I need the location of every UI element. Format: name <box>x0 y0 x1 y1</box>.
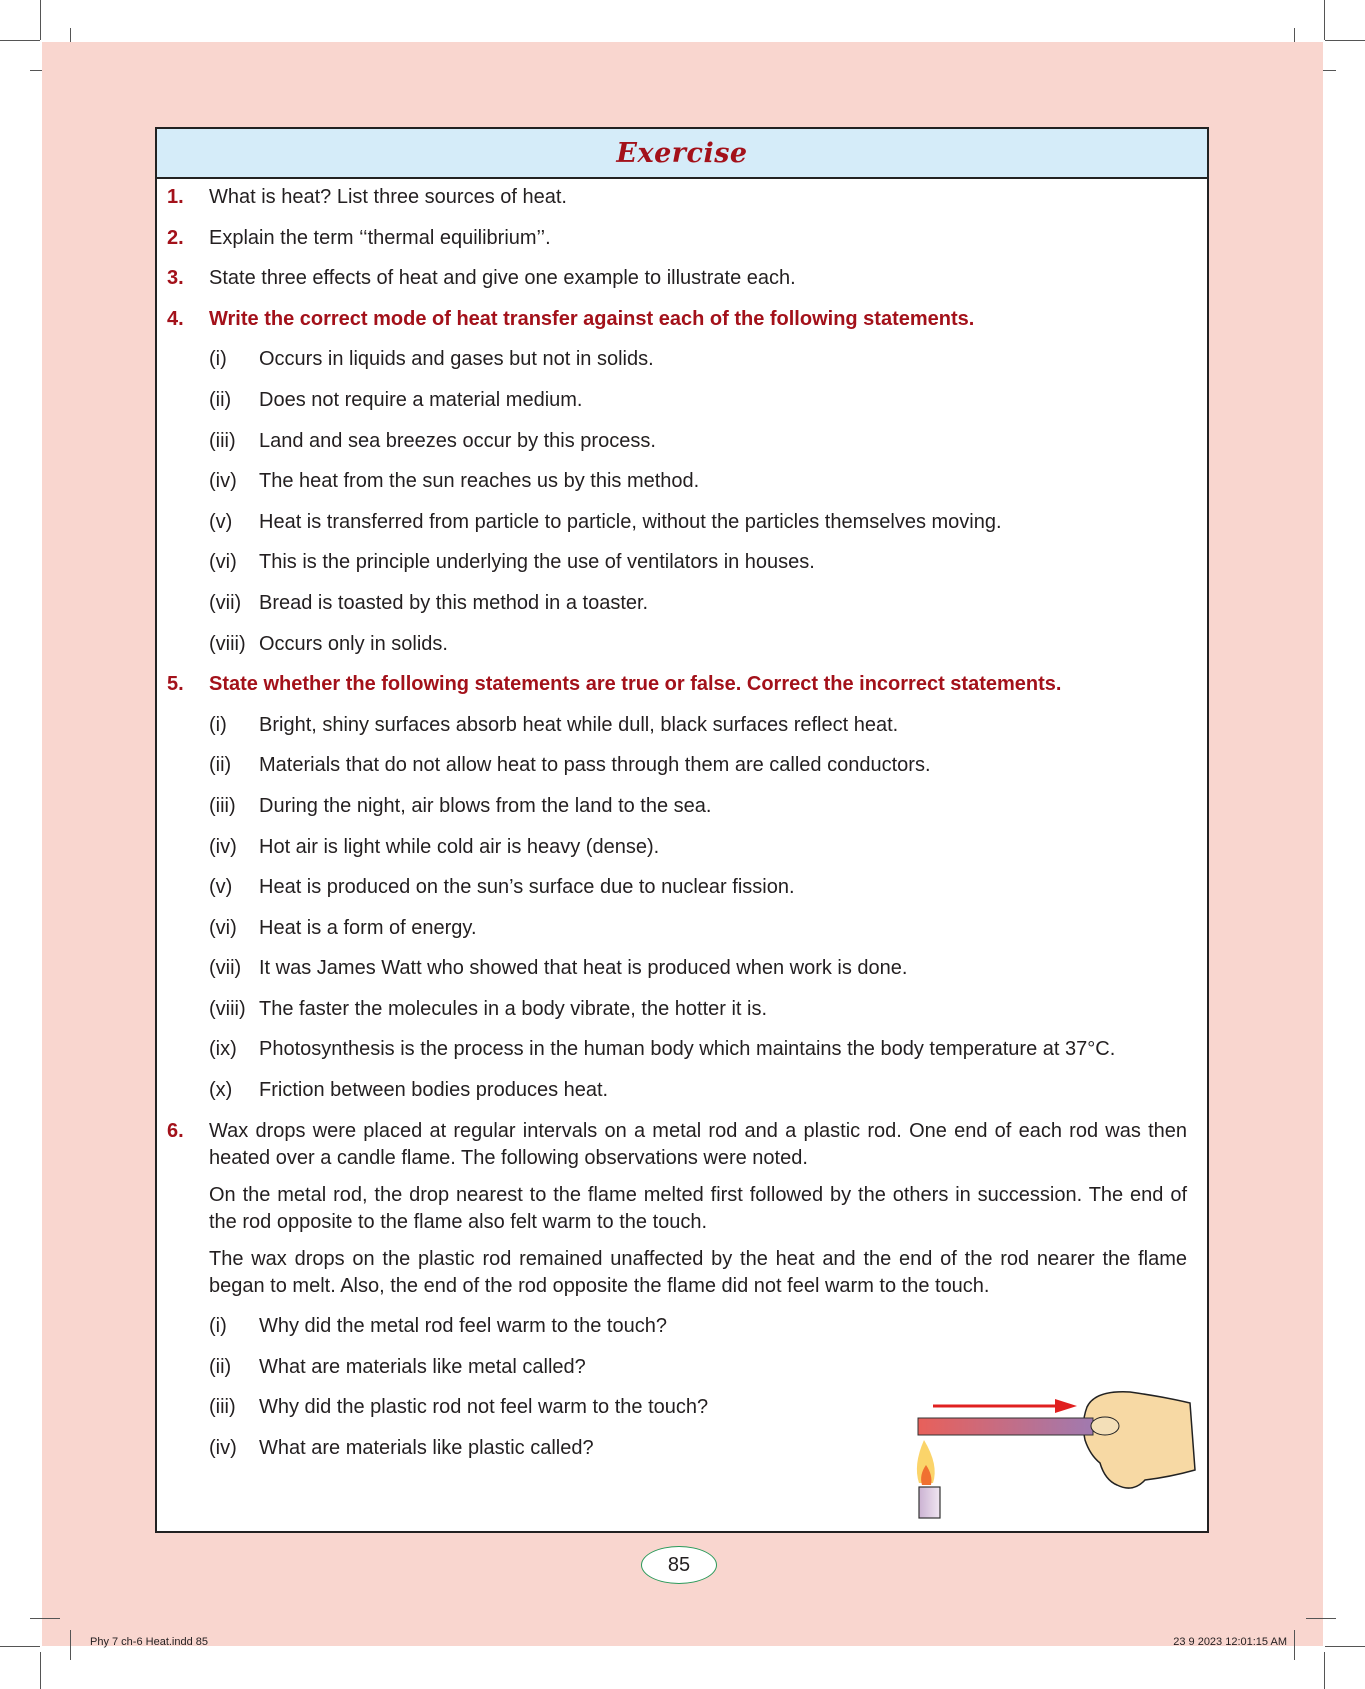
sub-question <box>157 874 1207 901</box>
sub-question-text: It was James Watt who showed that heat is produced when work is done. <box>259 957 908 980</box>
arrow-icon <box>933 1399 1077 1413</box>
sub-question-text: Photosynthesis is the process in the human body which maintains the body temperature at 37°C. <box>259 1038 1116 1061</box>
exercise-header <box>157 129 1207 179</box>
sub-question-text: The faster the molecules in a body vibrate, the hotter it is. <box>259 997 768 1020</box>
crop-mark <box>1306 1618 1336 1619</box>
exercise-title: Exercise <box>616 138 748 169</box>
sub-question-text: Why did the plastic rod not feel warm to the touch? <box>259 1396 709 1419</box>
sub-question-numeral: (ii) <box>209 388 232 411</box>
sub-question <box>157 1036 1207 1063</box>
sub-question-numeral: (i) <box>209 713 227 736</box>
sub-question-numeral: (i) <box>209 1315 227 1338</box>
question-item <box>157 265 1207 292</box>
question-paragraph: On the metal rod, the drop nearest to the flame melted first followed by the others in succession. The end of the rod opposite to the flame also felt warm to the touch. <box>209 1183 1187 1233</box>
footer-file-info: Phy 7 ch-6 Heat.indd 85 <box>90 1636 209 1648</box>
crop-mark <box>1324 0 1325 40</box>
question-number: 5. <box>167 673 184 696</box>
sub-question <box>157 1313 1207 1340</box>
question-item <box>157 1118 1207 1172</box>
sub-question-text: Land and sea breezes occur by this process. <box>259 429 656 452</box>
sub-question <box>157 834 1207 861</box>
sub-question-numeral: (x) <box>209 1079 233 1102</box>
sub-question-text: Bread is toasted by this method in a toaster. <box>259 591 649 614</box>
sub-question <box>157 712 1207 739</box>
sub-question-numeral: (i) <box>209 348 227 371</box>
sub-question-text: This is the principle underlying the use of ventilators in houses. <box>259 551 815 574</box>
crop-mark <box>40 0 41 40</box>
sub-question-numeral: (vii) <box>209 957 242 980</box>
sub-question-numeral: (viii) <box>209 632 246 655</box>
sub-question <box>157 996 1207 1023</box>
sub-question-numeral: (viii) <box>209 997 246 1020</box>
sub-question-numeral: (v) <box>209 876 233 899</box>
sub-question-text: What are materials like metal called? <box>259 1355 586 1378</box>
question-number: 6. <box>167 1119 184 1142</box>
sub-question-numeral: (iii) <box>209 794 236 817</box>
sub-question-numeral: (iv) <box>209 1437 237 1460</box>
exercise-box <box>155 127 1209 1533</box>
sub-question <box>157 752 1207 779</box>
crop-mark <box>40 1652 41 1689</box>
hand-icon <box>1083 1392 1195 1488</box>
question-text: Write the correct mode of heat transfer against each of the following statements. <box>209 307 975 330</box>
sub-question-text: During the night, air blows from the land to the sea. <box>259 794 712 817</box>
crop-mark <box>70 1630 71 1660</box>
sub-question-text: Why did the metal rod feel warm to the touch? <box>259 1315 667 1338</box>
sub-question-numeral: (v) <box>209 510 233 533</box>
sub-question-text: The heat from the sun reaches us by this method. <box>259 470 700 493</box>
sub-question <box>157 590 1207 617</box>
sub-question-numeral: (ii) <box>209 754 232 777</box>
candle-icon <box>917 1440 940 1518</box>
sub-question-text: Heat is transferred from particle to particle, without the particles themselves moving. <box>259 510 1002 533</box>
sub-question-text: Bright, shiny surfaces absorb heat while dull, black surfaces reflect heat. <box>259 713 899 736</box>
sub-question-numeral: (iv) <box>209 470 237 493</box>
sub-question <box>157 1077 1207 1104</box>
question-list <box>157 179 1207 1462</box>
sub-question-numeral: (ix) <box>209 1038 237 1061</box>
question-paragraph: The wax drops on the plastic rod remained unaffected by the heat and the end of the rod nearer the flame began to melt. Also, the end of the rod opposite the flame did not feel warm to the touch. <box>209 1247 1187 1297</box>
sub-question-text: Heat is produced on the sun’s surface due to nuclear fission. <box>259 876 795 899</box>
sub-question <box>157 346 1207 373</box>
sub-question <box>157 549 1207 576</box>
crop-mark <box>1294 1630 1295 1660</box>
crop-mark <box>1325 1646 1365 1647</box>
sub-question-text: Heat is a form of energy. <box>259 916 477 939</box>
sub-question-numeral: (iii) <box>209 1396 236 1419</box>
question-text: Explain the term ‘‘thermal equilibrium’’. <box>209 226 551 249</box>
question-item <box>157 184 1207 211</box>
sub-question-numeral: (vii) <box>209 591 242 614</box>
question-number: 2. <box>167 226 184 249</box>
question-number: 4. <box>167 307 184 330</box>
question-number: 3. <box>167 267 184 290</box>
question-text: What is heat? List three sources of heat. <box>209 186 567 208</box>
page-number: 85 <box>641 1546 717 1584</box>
sub-question-numeral: (ii) <box>209 1355 232 1378</box>
question-item <box>157 306 1207 333</box>
sub-question-text: What are materials like plastic called? <box>259 1437 594 1460</box>
crop-mark <box>30 1618 60 1619</box>
crop-mark <box>0 1646 40 1647</box>
question-text: Wax drops were placed at regular intervals on a metal rod and a plastic rod. One end of each rod was then heated over a candle flame. The following observations were noted. <box>209 1119 1187 1169</box>
question-item <box>157 671 1207 698</box>
sub-question <box>157 468 1207 495</box>
sub-question-numeral: (iv) <box>209 835 237 858</box>
crop-mark <box>1325 40 1365 41</box>
sub-question <box>157 428 1207 455</box>
sub-question <box>157 631 1207 658</box>
question-text: State three effects of heat and give one example to illustrate each. <box>209 267 796 290</box>
sub-question <box>157 509 1207 536</box>
sub-question <box>157 955 1207 982</box>
sub-question-text: Friction between bodies produces heat. <box>259 1079 609 1102</box>
sub-question-numeral: (vi) <box>209 551 237 574</box>
footer-timestamp: 23 9 2023 12:01:15 AM <box>1173 1636 1287 1648</box>
question-item <box>157 225 1207 252</box>
sub-question-text: Occurs in liquids and gases but not in solids. <box>259 348 654 371</box>
sub-question-numeral: (vi) <box>209 916 237 939</box>
heated-rod-illustration <box>905 1385 1205 1525</box>
sub-question <box>157 387 1207 414</box>
question-text: State whether the following statements are true or false. Correct the incorrect statements. <box>209 673 1062 696</box>
sub-question-text: Hot air is light while cold air is heavy (dense). <box>259 835 660 858</box>
crop-mark <box>0 40 40 41</box>
sub-question-text: Occurs only in solids. <box>259 632 448 655</box>
sub-question <box>157 793 1207 820</box>
sub-question <box>157 915 1207 942</box>
sub-question <box>157 1354 1207 1381</box>
sub-question-text: Materials that do not allow heat to pass through them are called conductors. <box>259 754 931 777</box>
sub-question-numeral: (iii) <box>209 429 236 452</box>
sub-question-text: Does not require a material medium. <box>259 388 583 411</box>
crop-mark <box>1324 1652 1325 1689</box>
rod <box>918 1418 1093 1435</box>
question-number: 1. <box>167 186 184 208</box>
